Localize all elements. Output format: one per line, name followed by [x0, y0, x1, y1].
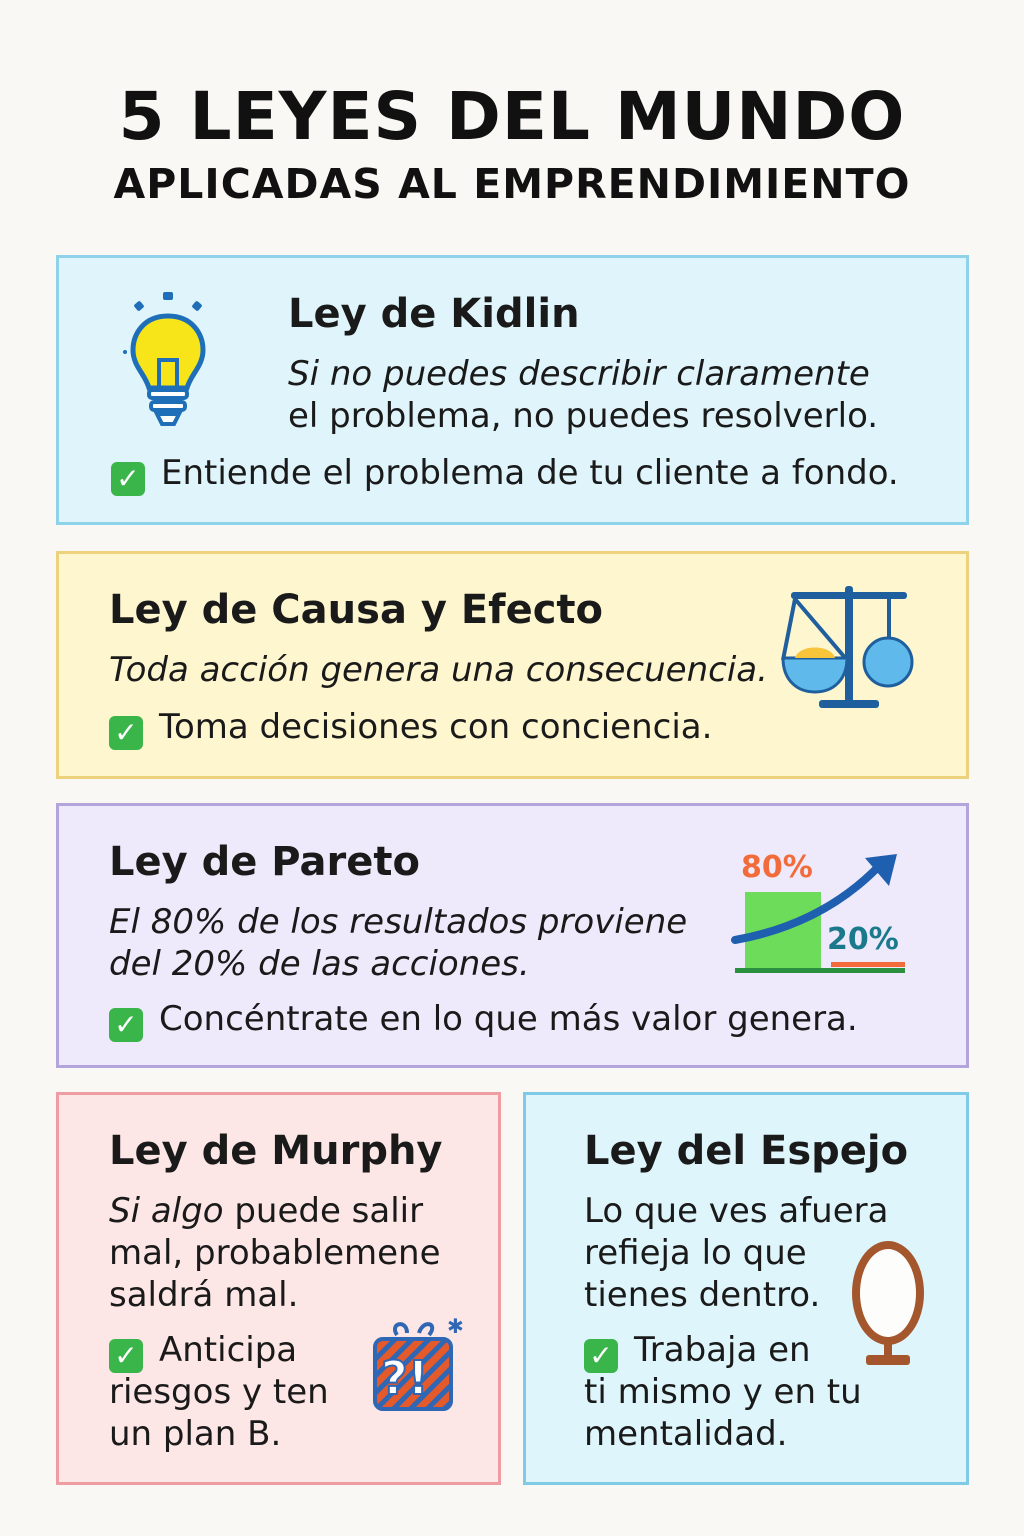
card-kidlin: [56, 255, 969, 525]
card-pareto: [56, 803, 969, 1068]
checkmark-icon: ✓: [109, 1339, 143, 1373]
law-description: mal, probablemene: [109, 1233, 441, 1273]
law-description: del 20% de las acciones.: [109, 944, 530, 984]
law-title: Ley de Murphy: [109, 1128, 443, 1174]
checkmark-icon: ✓: [111, 462, 145, 496]
law-description: Si no puedes describir claramente: [288, 354, 870, 394]
scale-icon: [781, 582, 916, 712]
page-subtitle: APLICADAS AL EMPRENDIMIENTO: [113, 160, 911, 208]
surprise-box-icon: [367, 1313, 467, 1413]
law-tip: [111, 453, 899, 496]
chart-label-20: 20%: [827, 922, 899, 957]
law-tip: [109, 999, 858, 1042]
law-description: El 80% de los resultados proviene: [109, 902, 688, 942]
mirror-icon: [844, 1235, 934, 1370]
card-murphy: [56, 1092, 501, 1485]
law-description-italic: Si algo: [109, 1191, 224, 1231]
law-title: Ley de Causa y Efecto: [109, 587, 604, 633]
law-tip-text: Entiende el problema de tu cliente a fondo.: [161, 453, 899, 493]
checkmark-icon: ✓: [109, 716, 143, 750]
surprise-label: ?!: [381, 1351, 429, 1405]
law-tip-text: Concéntrate en lo que más valor genera.: [159, 999, 858, 1039]
lightbulb-icon: [119, 290, 219, 435]
law-tip: [109, 1330, 297, 1373]
law-title: Ley de Pareto: [109, 839, 420, 885]
law-tip-text: un plan B.: [109, 1414, 282, 1454]
law-tip: [109, 707, 712, 750]
law-description: saldrá mal.: [109, 1275, 299, 1315]
law-description: refieja lo que: [584, 1233, 807, 1273]
law-tip-text: riesgos y ten: [109, 1372, 329, 1412]
card-causa-efecto: [56, 551, 969, 779]
checkmark-icon: ✓: [584, 1339, 618, 1373]
law-tip-text: Anticipa: [159, 1330, 298, 1370]
law-description: Toda acción genera una consecuencia.: [109, 650, 768, 690]
law-tip: [584, 1330, 811, 1373]
law-title: Ley de Kidlin: [288, 291, 580, 337]
law-tip-text: Trabaja en: [634, 1330, 811, 1370]
chart-label-80: 80%: [741, 850, 813, 885]
growth-chart-icon: [731, 844, 911, 974]
law-description: tienes dentro.: [584, 1275, 821, 1315]
law-title: Ley del Espejo: [584, 1128, 909, 1174]
law-description: [109, 1191, 423, 1231]
law-description: Lo que ves afuera: [584, 1191, 889, 1231]
law-tip-text: mentalidad.: [584, 1414, 788, 1454]
law-description: el problema, no puedes resolverlo.: [288, 396, 879, 436]
law-tip-text: Toma decisiones con conciencia.: [159, 707, 713, 747]
card-espejo: [523, 1092, 969, 1485]
law-tip-text: ti mismo y en tu: [584, 1372, 862, 1412]
law-description-regular: puede salir: [223, 1191, 424, 1231]
page-title: 5 LEYES DEL MUNDO: [118, 78, 906, 155]
svg-text:✱: ✱: [447, 1314, 464, 1338]
checkmark-icon: ✓: [109, 1008, 143, 1042]
